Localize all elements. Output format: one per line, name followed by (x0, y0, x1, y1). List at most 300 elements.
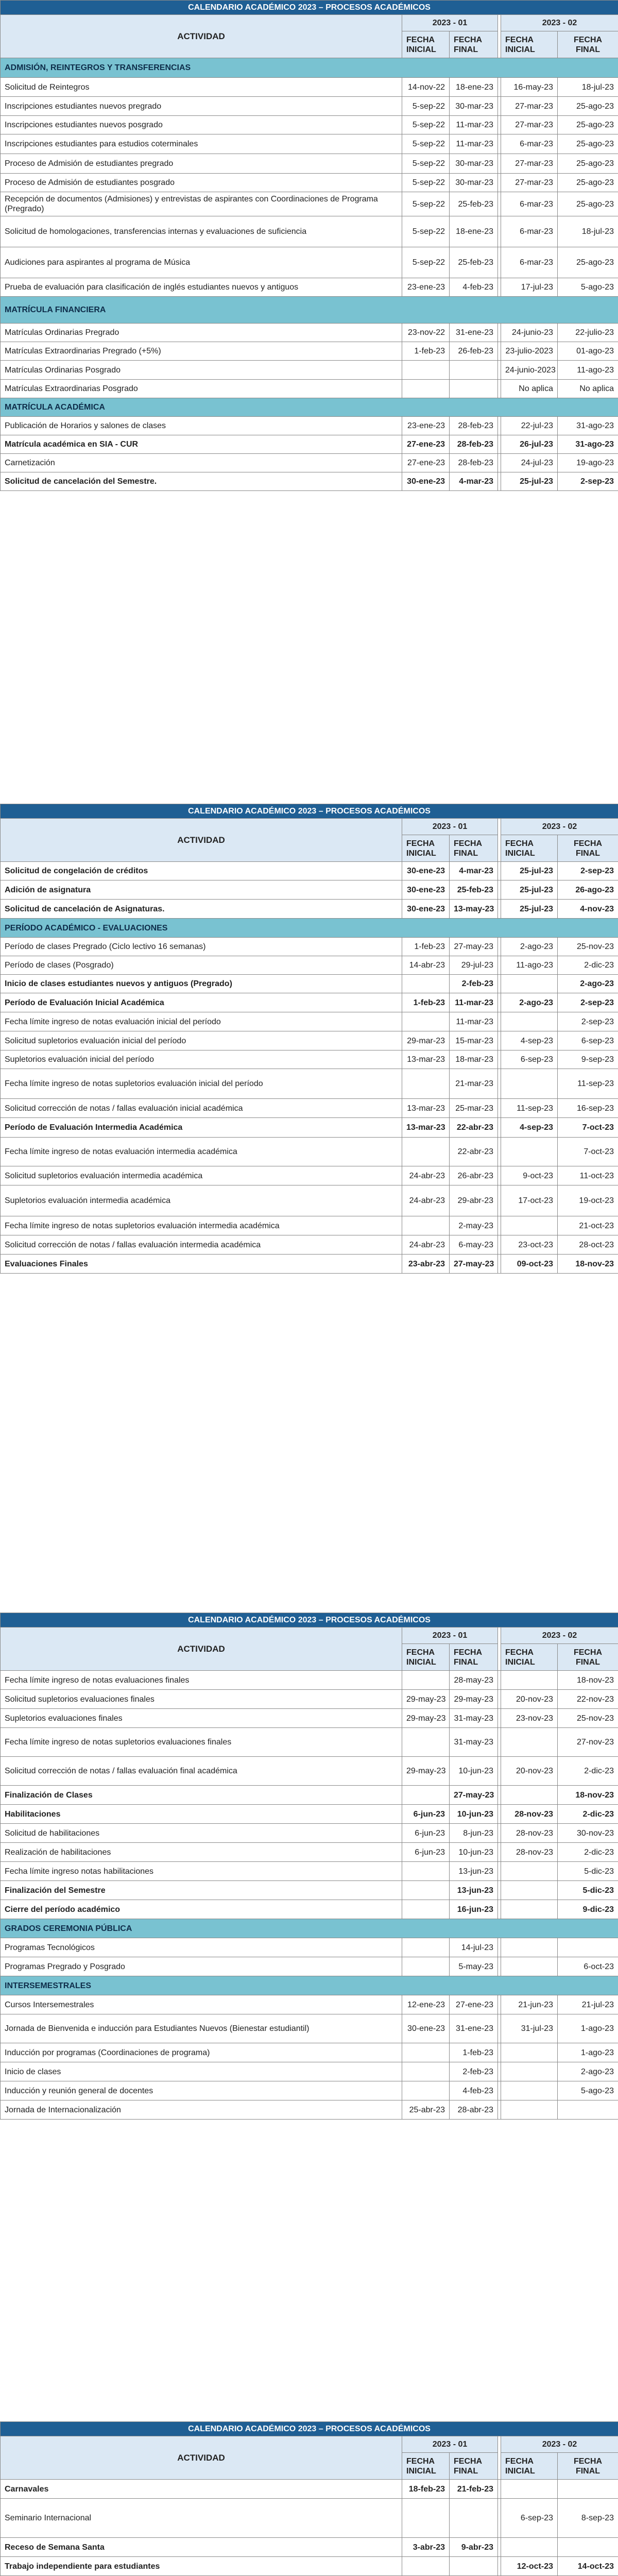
p1-end-date: 4-mar-23 (450, 472, 498, 491)
table-row (1, 1118, 618, 1138)
p1-end-date: 9-abr-23 (450, 2538, 498, 2557)
p2-start-date: 25-jul-23 (501, 880, 558, 900)
table-row (1, 1031, 618, 1050)
p2-end-date: 5-ago-23 (558, 278, 618, 297)
p2-end-date: 30-nov-23 (558, 1824, 618, 1843)
table-row (1, 1012, 618, 1031)
p1-start-date: 3-abr-23 (402, 2538, 450, 2557)
table-row (1, 1216, 618, 1235)
p2-start-date: 26-jul-23 (501, 435, 558, 454)
activity-cell: Solicitud de homologaciones, transferencias internas y evaluaciones de suficiencia (1, 216, 402, 247)
p1-end-date: 28-may-23 (450, 1671, 498, 1690)
activity-cell: Finalización del Semestre (1, 1881, 402, 1900)
p1-start-header: FECHA INICIAL (402, 1644, 450, 1671)
table-row (1, 417, 618, 435)
table-row (1, 1099, 618, 1118)
p2-start-date: 17-oct-23 (501, 1185, 558, 1216)
p1-start-date (402, 1786, 450, 1805)
activity-cell: Programas Pregrado y Posgrado (1, 1957, 402, 1976)
p1-end-date: 27-may-23 (450, 1255, 498, 1274)
p1-end-date: 30-mar-23 (450, 174, 498, 192)
p2-start-date: 09-oct-23 (501, 1255, 558, 1274)
table-row (1, 1824, 618, 1843)
p1-end-header: FECHA FINAL (450, 835, 498, 862)
activity-cell: Supletorios evaluaciones finales (1, 1709, 402, 1728)
p1-end-date: 25-mar-23 (450, 1099, 498, 1118)
activity-cell: Inicio de clases (1, 2062, 402, 2081)
activity-cell: Publicación de Horarios y salones de clases (1, 417, 402, 435)
section-header-row (1, 1919, 618, 1938)
table-title: CALENDARIO ACADÉMICO 2023 – PROCESOS ACADÉMICOS (1, 2422, 618, 2436)
activity-cell: Recepción de documentos (Admisiones) y entrevistas de aspirantes con Coordinaciones de Programa (Pregrado) (1, 192, 402, 216)
activity-column-header: ACTIVIDAD (1, 2436, 402, 2480)
p1-start-date: 1-feb-23 (402, 938, 450, 956)
p1-start-date: 30-ene-23 (402, 2014, 450, 2043)
activity-column-header: ACTIVIDAD (1, 15, 402, 58)
p2-start-date (501, 1216, 558, 1235)
p1-end-date: 28-feb-23 (450, 435, 498, 454)
table-row (1, 862, 618, 880)
activity-cell: Solicitud supletorios evaluación intermedia académica (1, 1166, 402, 1185)
activity-cell: Fecha límite ingreso de notas evaluación intermedia académica (1, 1138, 402, 1166)
activity-cell: Inducción y reunión general de docentes (1, 2081, 402, 2100)
p2-start-date: 2-ago-23 (501, 938, 558, 956)
activity-cell: Fecha límite ingreso notas habilitaciones (1, 1862, 402, 1881)
table-row (1, 1069, 618, 1099)
p2-start-date (501, 1938, 558, 1957)
table-row (1, 1938, 618, 1957)
p2-end-date: 2-ago-23 (558, 2062, 618, 2081)
p1-end-date: 21-feb-23 (450, 2480, 498, 2499)
table-row (1, 1881, 618, 1900)
section-header-row (1, 398, 618, 417)
p2-end-date: 6-oct-23 (558, 1957, 618, 1976)
p1-end-date: 25-feb-23 (450, 247, 498, 278)
table-row (1, 1805, 618, 1824)
p2-start-date (501, 2081, 558, 2100)
p2-start-date (501, 2100, 558, 2120)
table-row (1, 2014, 618, 2043)
activity-cell: Matrículas Extraordinarias Pregrado (+5%) (1, 342, 402, 361)
p1-end-date: 11-mar-23 (450, 993, 498, 1012)
activity-cell: Supletorios evaluación inicial del período (1, 1050, 402, 1069)
period-2023-01-header: 2023 - 01 (402, 2436, 498, 2453)
period-2023-02-header: 2023 - 02 (501, 2436, 618, 2453)
p1-start-date: 23-nov-22 (402, 324, 450, 342)
activity-cell: Inscripciones estudiantes para estudios coterminales (1, 134, 402, 154)
table-row (1, 1050, 618, 1069)
p2-end-date: 2-ago-23 (558, 975, 618, 993)
activity-cell: Inscripciones estudiantes nuevos posgrado (1, 116, 402, 134)
p2-end-date: 25-ago-23 (558, 192, 618, 216)
activity-cell: Jornada de Internacionalización (1, 2100, 402, 2120)
p2-end-date (558, 2100, 618, 2120)
p2-start-date: 31-jul-23 (501, 2014, 558, 2043)
activity-cell: Solicitud de congelación de créditos (1, 862, 402, 880)
table-title: CALENDARIO ACADÉMICO 2023 – PROCESOS ACADÉMICOS (1, 804, 618, 819)
table-row (1, 435, 618, 454)
p2-end-date (558, 1938, 618, 1957)
section-title: PERÍODO ACADÉMICO - EVALUACIONES (1, 919, 618, 938)
p1-start-date: 30-ene-23 (402, 900, 450, 919)
p1-start-date (402, 1938, 450, 1957)
p2-start-date (501, 975, 558, 993)
p2-end-date: 31-ago-23 (558, 435, 618, 454)
p1-end-date: 26-feb-23 (450, 342, 498, 361)
activity-cell: Solicitud supletorios evaluaciones finales (1, 1690, 402, 1709)
activity-cell: Supletorios evaluación intermedia académica (1, 1185, 402, 1216)
p2-start-date (501, 1012, 558, 1031)
table-row (1, 1166, 618, 1185)
activity-cell: Realización de habilitaciones (1, 1843, 402, 1862)
p1-start-date (402, 2062, 450, 2081)
p1-end-date: 13-may-23 (450, 900, 498, 919)
p2-end-date: 25-nov-23 (558, 938, 618, 956)
p2-end-date: 7-oct-23 (558, 1118, 618, 1138)
p1-start-date (402, 1728, 450, 1757)
p1-end-date: 4-feb-23 (450, 278, 498, 297)
period-2023-01-header: 2023 - 01 (402, 15, 498, 31)
p2-start-date (501, 2043, 558, 2062)
p1-end-date: 16-jun-23 (450, 1900, 498, 1919)
p1-start-date: 29-may-23 (402, 1757, 450, 1786)
p1-end-date: 10-jun-23 (450, 1843, 498, 1862)
p1-end-header: FECHA FINAL (450, 1644, 498, 1671)
p2-start-date: 4-sep-23 (501, 1118, 558, 1138)
p1-end-date: 2-feb-23 (450, 2062, 498, 2081)
activity-cell: Adición de asignatura (1, 880, 402, 900)
p2-end-date: 01-ago-23 (558, 342, 618, 361)
p2-start-date: 27-mar-23 (501, 97, 558, 116)
table-title-row (1, 1, 618, 15)
p1-start-date (402, 2557, 450, 2576)
p1-start-date: 29-may-23 (402, 1690, 450, 1709)
activity-cell: Carnetización (1, 454, 402, 472)
table-row (1, 454, 618, 472)
p2-start-date: 17-jul-23 (501, 278, 558, 297)
p2-end-date: 26-ago-23 (558, 880, 618, 900)
section-header-row (1, 1976, 618, 1995)
table-row (1, 324, 618, 342)
p1-start-header: FECHA INICIAL (402, 2453, 450, 2480)
p2-end-date: 2-dic-23 (558, 956, 618, 975)
p1-end-date: 28-feb-23 (450, 417, 498, 435)
p2-start-date: 25-jul-23 (501, 862, 558, 880)
p2-end-date: 25-ago-23 (558, 174, 618, 192)
p1-start-date: 30-ene-23 (402, 880, 450, 900)
p2-start-date: 20-nov-23 (501, 1757, 558, 1786)
p2-start-date (501, 1900, 558, 1919)
p1-start-date: 23-ene-23 (402, 417, 450, 435)
p1-start-date (402, 1900, 450, 1919)
block-gap (0, 1274, 618, 1613)
p2-end-date: 11-sep-23 (558, 1069, 618, 1099)
p2-end-date: 11-ago-23 (558, 361, 618, 380)
p2-start-date (501, 1862, 558, 1881)
p2-start-header: FECHA INICIAL (501, 835, 558, 862)
activity-cell: Período de clases (Posgrado) (1, 956, 402, 975)
p2-end-date: 6-sep-23 (558, 1031, 618, 1050)
p2-start-date: 28-nov-23 (501, 1843, 558, 1862)
table-row (1, 1862, 618, 1881)
header-row-periods (1, 1628, 618, 1644)
p1-end-date (450, 2499, 498, 2538)
p1-start-date (402, 380, 450, 398)
p2-end-date: 25-ago-23 (558, 247, 618, 278)
activity-cell: Matrícula académica en SIA - CUR (1, 435, 402, 454)
p2-start-date: 9-oct-23 (501, 1166, 558, 1185)
p2-end-date: 18-jul-23 (558, 78, 618, 97)
table-row (1, 2480, 618, 2499)
p1-start-date (402, 2043, 450, 2062)
p1-end-date: 30-mar-23 (450, 97, 498, 116)
activity-cell: Receso de Semana Santa (1, 2538, 402, 2557)
p2-end-date: 21-jul-23 (558, 1995, 618, 2014)
p1-end-date: 18-ene-23 (450, 216, 498, 247)
p2-start-date: 24-junio-23 (501, 324, 558, 342)
p1-start-date (402, 2081, 450, 2100)
p2-start-date: 23-julio-2023 (501, 342, 558, 361)
p2-end-date: 8-sep-23 (558, 2499, 618, 2538)
p1-end-date: 22-abr-23 (450, 1138, 498, 1166)
p2-start-date: 27-mar-23 (501, 116, 558, 134)
activity-cell: Cursos Intersemestrales (1, 1995, 402, 2014)
activity-cell: Solicitud de Reintegros (1, 78, 402, 97)
p2-end-date: 2-dic-23 (558, 1843, 618, 1862)
activity-cell: Evaluaciones Finales (1, 1255, 402, 1274)
p2-start-header: FECHA INICIAL (501, 31, 558, 58)
p2-end-date: 16-sep-23 (558, 1099, 618, 1118)
activity-cell: Programas Tecnológicos (1, 1938, 402, 1957)
p1-end-date: 18-ene-23 (450, 78, 498, 97)
p1-start-date (402, 1881, 450, 1900)
p1-end-date: 25-feb-23 (450, 192, 498, 216)
activity-column-header: ACTIVIDAD (1, 1628, 402, 1671)
activity-cell: Período de Evaluación Intermedia Académica (1, 1118, 402, 1138)
p2-start-date: 6-mar-23 (501, 134, 558, 154)
activity-cell: Proceso de Admisión de estudiantes pregrado (1, 154, 402, 174)
p1-end-date: 11-mar-23 (450, 116, 498, 134)
p2-start-date: 28-nov-23 (501, 1805, 558, 1824)
activity-cell: Seminario Internacional (1, 2499, 402, 2538)
table-row (1, 1185, 618, 1216)
table-row (1, 2100, 618, 2120)
p1-start-date: 13-mar-23 (402, 1050, 450, 1069)
p1-start-date (402, 1216, 450, 1235)
p1-end-date: 28-feb-23 (450, 454, 498, 472)
p1-start-date (402, 2499, 450, 2538)
activity-cell: Período de clases Pregrado (Ciclo lectivo 16 semanas) (1, 938, 402, 956)
activity-cell: Trabajo independiente para estudiantes (1, 2557, 402, 2576)
p2-start-date: 4-sep-23 (501, 1031, 558, 1050)
table-row (1, 1900, 618, 1919)
activity-cell: Jornada de Bienvenida e inducción para Estudiantes Nuevos (Bienestar estudiantil) (1, 2014, 402, 2043)
table-title-row (1, 804, 618, 819)
table-row (1, 174, 618, 192)
section-header-row (1, 58, 618, 78)
p1-end-date (450, 2557, 498, 2576)
table-row (1, 1671, 618, 1690)
activity-column-header: ACTIVIDAD (1, 819, 402, 862)
activity-cell: Finalización de Clases (1, 1786, 402, 1805)
table-title: CALENDARIO ACADÉMICO 2023 – PROCESOS ACADÉMICOS (1, 1613, 618, 1628)
table-row (1, 1235, 618, 1255)
p1-end-date: 29-may-23 (450, 1690, 498, 1709)
table-row (1, 2557, 618, 2576)
p2-start-date: 6-mar-23 (501, 247, 558, 278)
table-row (1, 1786, 618, 1805)
table-row (1, 192, 618, 216)
table-row (1, 97, 618, 116)
p2-end-date: 5-dic-23 (558, 1862, 618, 1881)
p2-end-date: 2-dic-23 (558, 1757, 618, 1786)
p2-end-date (558, 2480, 618, 2499)
p2-start-date: 11-ago-23 (501, 956, 558, 975)
activity-cell: Fecha límite ingreso de notas supletorios evaluación intermedia académica (1, 1216, 402, 1235)
p1-start-date: 5-sep-22 (402, 97, 450, 116)
header-row-periods (1, 819, 618, 835)
p2-end-date: 21-oct-23 (558, 1216, 618, 1235)
p1-start-date (402, 1957, 450, 1976)
p1-start-date: 6-jun-23 (402, 1805, 450, 1824)
activity-cell: Inscripciones estudiantes nuevos pregrado (1, 97, 402, 116)
p2-end-date: 5-dic-23 (558, 1881, 618, 1900)
p1-start-date (402, 1862, 450, 1881)
p2-end-header: FECHA FINAL (558, 1644, 618, 1671)
p1-start-date: 5-sep-22 (402, 134, 450, 154)
p2-end-date: 18-jul-23 (558, 216, 618, 247)
period-2023-01-header: 2023 - 01 (402, 819, 498, 835)
activity-cell: Matrículas Ordinarias Posgrado (1, 361, 402, 380)
p2-end-header: FECHA FINAL (558, 31, 618, 58)
p1-start-date: 23-abr-23 (402, 1255, 450, 1274)
p1-start-date: 5-sep-22 (402, 174, 450, 192)
p1-end-date: 14-jul-23 (450, 1938, 498, 1957)
p1-start-date: 27-ene-23 (402, 435, 450, 454)
activity-cell: Prueba de evaluación para clasificación de inglés estudiantes nuevos y antiguos (1, 278, 402, 297)
activity-cell: Solicitud supletorios evaluación inicial del período (1, 1031, 402, 1050)
activity-cell: Inducción por programas (Coordinaciones de programa) (1, 2043, 402, 2062)
p2-start-date: 23-nov-23 (501, 1709, 558, 1728)
activity-cell: Inicio de clases estudiantes nuevos y antiguos (Pregrado) (1, 975, 402, 993)
p2-start-date: 22-jul-23 (501, 417, 558, 435)
table-row (1, 216, 618, 247)
activity-cell: Período de Evaluación Inicial Académica (1, 993, 402, 1012)
activity-cell: Fecha límite ingreso de notas supletorios evaluaciones finales (1, 1728, 402, 1757)
p1-end-date: 5-may-23 (450, 1957, 498, 1976)
p1-end-date: 29-jul-23 (450, 956, 498, 975)
activity-cell: Solicitud corrección de notas / fallas evaluación intermedia académica (1, 1235, 402, 1255)
p1-end-date: 1-feb-23 (450, 2043, 498, 2062)
p1-end-date: 30-mar-23 (450, 154, 498, 174)
p1-start-date: 30-ene-23 (402, 472, 450, 491)
table-row (1, 342, 618, 361)
p2-start-date (501, 1786, 558, 1805)
p2-end-date: 25-ago-23 (558, 116, 618, 134)
table-row (1, 1995, 618, 2014)
p2-start-date (501, 1138, 558, 1166)
calendar-table (0, 0, 618, 491)
table-row (1, 2081, 618, 2100)
p2-end-date: 19-oct-23 (558, 1185, 618, 1216)
p1-start-date: 5-sep-22 (402, 192, 450, 216)
section-header-row (1, 919, 618, 938)
p2-start-date (501, 2062, 558, 2081)
table-row (1, 78, 618, 97)
p1-end-date: 18-mar-23 (450, 1050, 498, 1069)
p1-start-header: FECHA INICIAL (402, 31, 450, 58)
p2-end-date: 1-ago-23 (558, 2014, 618, 2043)
table-row (1, 900, 618, 919)
activity-cell: Solicitud de cancelación de Asignaturas. (1, 900, 402, 919)
p2-end-date: 18-nov-23 (558, 1671, 618, 1690)
p2-start-date (501, 1881, 558, 1900)
block-gap (0, 491, 618, 804)
activity-cell: Solicitud corrección de notas / fallas evaluación final académica (1, 1757, 402, 1786)
section-title: MATRÍCULA FINANCIERA (1, 297, 618, 324)
p1-start-date: 1-feb-23 (402, 342, 450, 361)
table-row (1, 880, 618, 900)
p1-start-date: 29-may-23 (402, 1709, 450, 1728)
p2-end-date: 28-oct-23 (558, 1235, 618, 1255)
p1-end-date: 29-abr-23 (450, 1185, 498, 1216)
p2-start-date (501, 1728, 558, 1757)
table-row (1, 1690, 618, 1709)
table-row (1, 1709, 618, 1728)
calendar-table (0, 1613, 618, 2120)
activity-cell: Solicitud de cancelación del Semestre. (1, 472, 402, 491)
p1-end-date: 22-abr-23 (450, 1118, 498, 1138)
p2-end-date: 22-nov-23 (558, 1690, 618, 1709)
table-row (1, 2538, 618, 2557)
table-row (1, 1255, 618, 1274)
activity-cell: Proceso de Admisión de estudiantes posgrado (1, 174, 402, 192)
p1-end-date: 26-abr-23 (450, 1166, 498, 1185)
table-row (1, 154, 618, 174)
p2-end-date: 4-nov-23 (558, 900, 618, 919)
table-title-row (1, 1613, 618, 1628)
table-row (1, 938, 618, 956)
table-row (1, 278, 618, 297)
p2-start-date (501, 2538, 558, 2557)
activity-cell: Habilitaciones (1, 1805, 402, 1824)
p2-start-date: 23-oct-23 (501, 1235, 558, 1255)
p1-end-date: 10-jun-23 (450, 1757, 498, 1786)
p1-end-date: 27-may-23 (450, 1786, 498, 1805)
table-row (1, 975, 618, 993)
p1-start-date: 18-feb-23 (402, 2480, 450, 2499)
header-row-periods (1, 2436, 618, 2453)
p1-start-date: 24-abr-23 (402, 1185, 450, 1216)
p1-start-date: 25-abr-23 (402, 2100, 450, 2120)
p2-end-date: 25-ago-23 (558, 134, 618, 154)
header-row-periods (1, 15, 618, 31)
table-row (1, 116, 618, 134)
p1-start-date: 13-mar-23 (402, 1118, 450, 1138)
activity-cell: Solicitud de habilitaciones (1, 1824, 402, 1843)
p1-start-date: 14-nov-22 (402, 78, 450, 97)
section-title: GRADOS CEREMONIA PÚBLICA (1, 1919, 618, 1938)
table-row (1, 2043, 618, 2062)
p2-start-date: 11-sep-23 (501, 1099, 558, 1118)
activity-cell: Solicitud corrección de notas / fallas evaluación inicial académica (1, 1099, 402, 1118)
table-row (1, 2499, 618, 2538)
p1-start-date: 12-ene-23 (402, 1995, 450, 2014)
p1-end-date: 4-feb-23 (450, 2081, 498, 2100)
p1-end-date: 10-jun-23 (450, 1805, 498, 1824)
table-title-row (1, 2422, 618, 2436)
p1-end-date: 8-jun-23 (450, 1824, 498, 1843)
